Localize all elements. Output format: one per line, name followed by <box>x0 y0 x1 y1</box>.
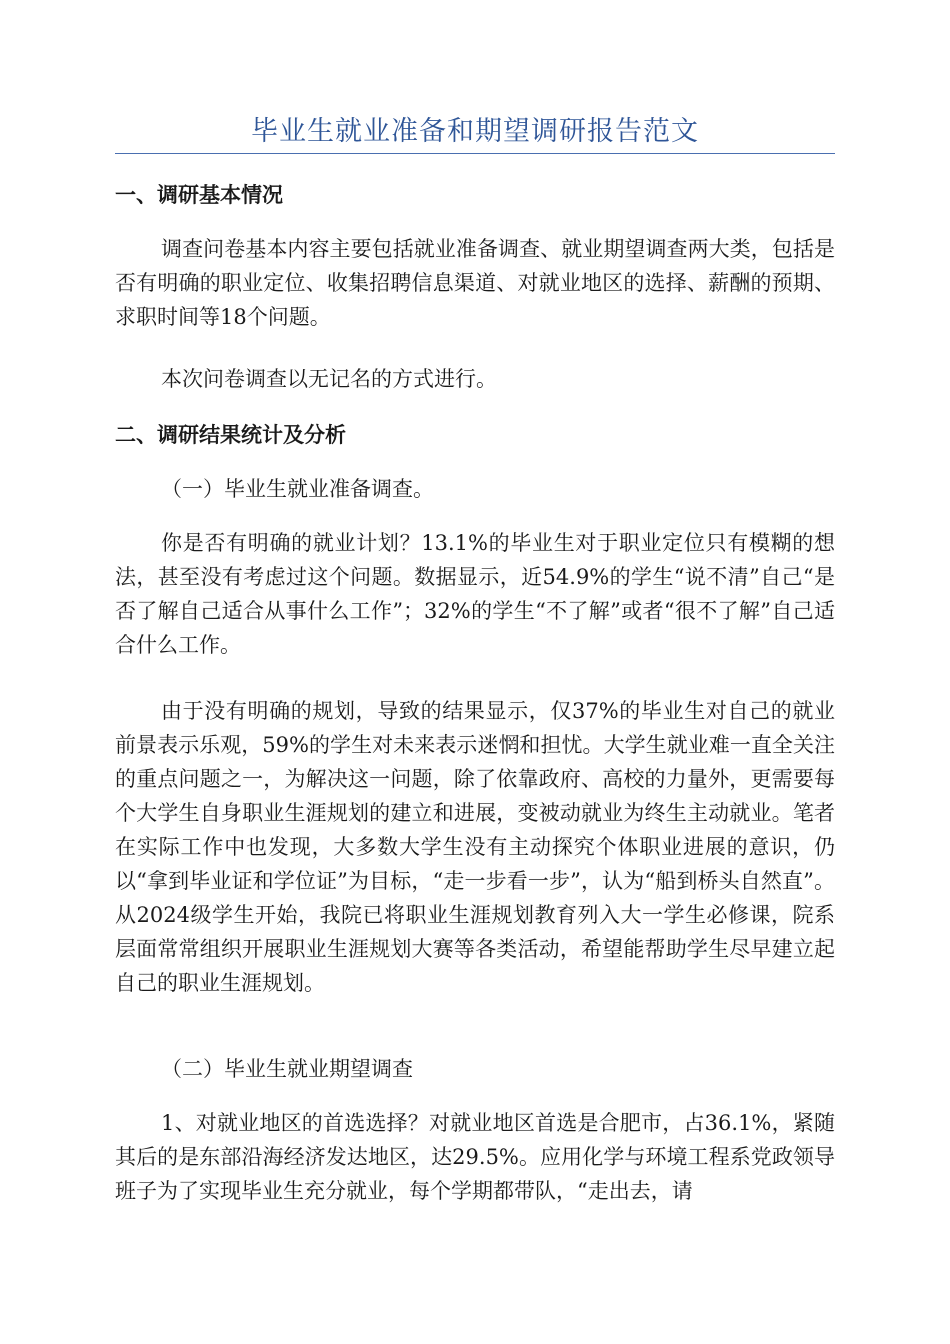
paragraph: 本次问卷调查以无记名的方式进行。 <box>161 367 497 391</box>
subsection-heading-2: （二）毕业生就业期望调查 <box>161 1057 413 1081</box>
section-heading-1: 一、调研基本情况 <box>115 182 283 207</box>
document-title: 毕业生就业准备和期望调研报告范文 <box>251 116 699 147</box>
section-heading-2: 二、调研结果统计及分析 <box>115 422 346 447</box>
paragraph: 1、对就业地区的首选选择？对就业地区首选是合肥市，占36.1%，紧随其后的是东部沿海经济发达地区，达29.5%。应用化学与环境工程系党政领导班子为了实现毕业生充分就业，每个学期都带队，“走出去，请 <box>115 1111 835 1203</box>
paragraph: 你是否有明确的就业计划？13.1%的毕业生对于职业定位只有模糊的想法，甚至没有考虑过这个问题。数据显示，近54.9%的学生“说不清”自己“是否了解自己适合从事什么工作”；32%的学生“不了解”或者“很不了解”自己适合什么工作。 <box>115 531 835 657</box>
paragraph: 调查问卷基本内容主要包括就业准备调查、就业期望调查两大类，包括是否有明确的职业定位、收集招聘信息渠道、对就业地区的选择、薪酬的预期、求职时间等18个问题。 <box>115 237 835 329</box>
paragraph: 由于没有明确的规划，导致的结果显示，仅37%的毕业生对自己的就业前景表示乐观，59%的学生对未来表示迷惘和担忧。大学生就业难一直全关注的重点问题之一，为解决这一问题，除了依靠政府、高校的力量外，更需要每个大学生自身职业生涯规划的建立和进展，变被动就业为终生主动就业。笔者在实际工作中也发现，大多数大学生没有主动探究个体职业进展的意识，仍以“拿到毕业证和学位证”为目标，“走一步看一步”，认为“船到桥头自然直”。从2024级学生开始，我院已将职业生涯规划教育列入大一学生必修课，院系层面常常组织开展职业生涯规划大赛等各类活动，希望能帮助学生尽早建立起自己的职业生涯规划。 <box>115 699 835 995</box>
subsection-heading-1: （一）毕业生就业准备调查。 <box>161 477 434 501</box>
title-divider <box>115 153 835 154</box>
